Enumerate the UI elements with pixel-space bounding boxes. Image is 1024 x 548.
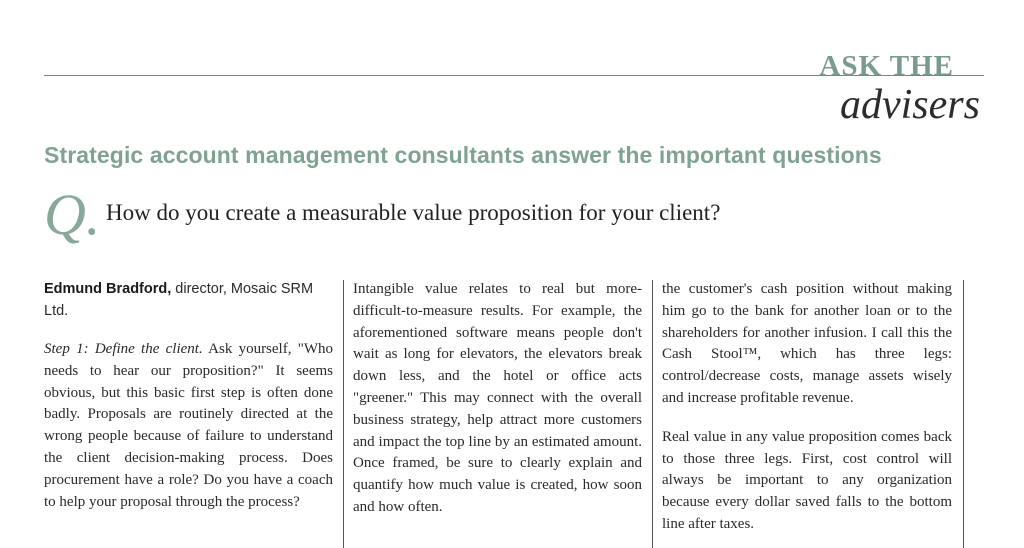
column-divider xyxy=(652,280,653,548)
article-column-2 xyxy=(353,279,642,519)
article-column-3 xyxy=(662,279,952,536)
article-paragraph: Real value in any value proposition comes back to those three legs. First, cost control will always be important to any organization because every dollar saved falls to the bottom line after taxes. xyxy=(662,428,952,532)
paragraph-text: Ask yourself, "Who needs to hear our proposition?" It seems obvious, but this basic first step is often done badly. Proposals are routinely directed at the wrong people because of failure to understand the client decision-making process. Does procurement have a role? Do you have a coach to help your proposal through the process? xyxy=(44,341,334,510)
page-headline: Strategic account management consultants answer the important questions xyxy=(44,142,882,168)
question-letter: Q. xyxy=(44,182,101,247)
article-column-1 xyxy=(44,279,333,513)
column-divider xyxy=(343,280,344,548)
article-paragraph: the customer's cash position without making him go to the bank for another loan or to the shareholders for another infusion. I call this the Cash Stool™, which has three legs: control/decrease costs, manage assets wisely and increase profitable revenue. xyxy=(662,281,952,406)
section-label-advisers: advisers xyxy=(840,82,980,128)
author-byline xyxy=(44,279,333,322)
section-label-ask-the: ASK THE xyxy=(819,50,954,82)
author-name: Edmund Bradford, xyxy=(44,281,172,297)
question-text: How do you create a measurable value proposition for your client? xyxy=(106,200,721,225)
article-paragraph xyxy=(44,339,333,513)
article-paragraph: Intangible value relates to real but more-difficult-to-measure results. For example, the aforementioned software means people don't wait as long for elevators, the elevators break down less, and the hotel or office acts "greener." This may connect with the overall business strategy, help attract more customers and impact the top line by an estimated amount. Once framed, be sure to clearly explain and quantify how much value is created, how soon and how often. xyxy=(353,281,642,515)
step-label: Step 1: Define the client. xyxy=(44,341,203,357)
author-title: director, Mosaic SRM Ltd. xyxy=(44,281,314,319)
column-divider xyxy=(963,280,964,548)
